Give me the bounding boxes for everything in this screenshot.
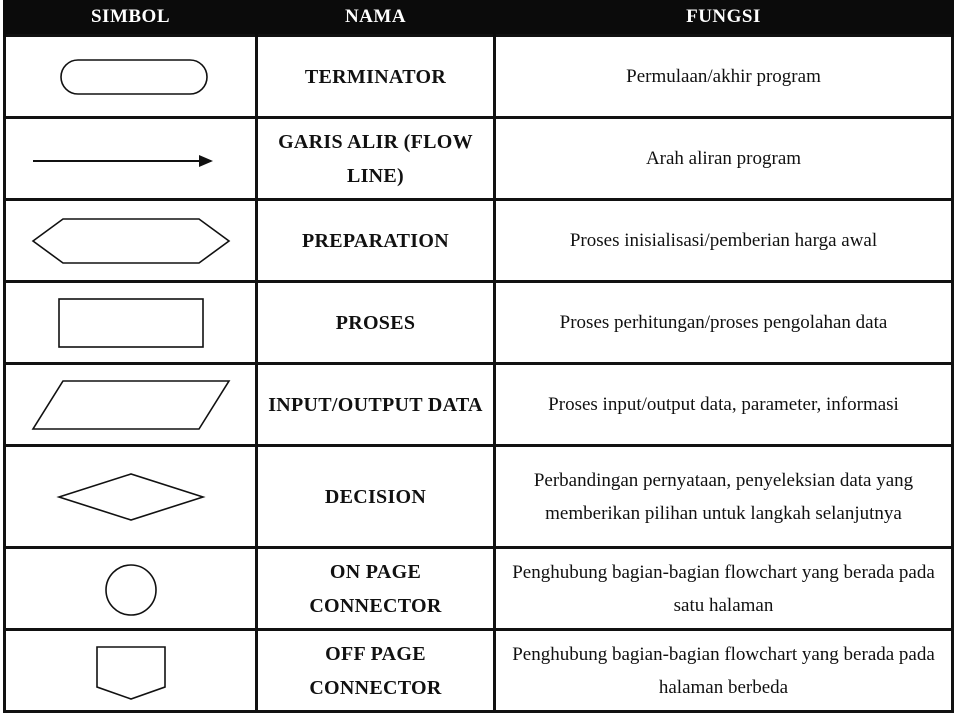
table-row <box>5 446 953 548</box>
fungsi-cell: Penghubung bagian-bagian flowchart yang berada pada satu halaman <box>495 548 953 630</box>
symbol-cell <box>5 200 257 282</box>
fungsi-cell: Proses inisialisasi/pemberian harga awal <box>495 200 953 282</box>
nama-cell: OFF PAGE CONNECTOR <box>257 630 495 712</box>
nama-cell: ON PAGE CONNECTOR <box>257 548 495 630</box>
process-rectangle-icon <box>31 293 231 353</box>
header-simbol: SIMBOL <box>5 0 257 36</box>
off-page-connector-pentagon-icon <box>31 641 231 701</box>
flowchart-symbols-table <box>3 0 954 713</box>
nama-cell: INPUT/OUTPUT DATA <box>257 364 495 446</box>
symbol-cell <box>5 446 257 548</box>
table-row <box>5 36 953 118</box>
flow-line-arrow-icon <box>21 139 241 179</box>
symbol-cell <box>5 364 257 446</box>
nama-cell: PROSES <box>257 282 495 364</box>
table-row <box>5 200 953 282</box>
fungsi-cell: Permulaan/akhir program <box>495 36 953 118</box>
nama-cell: DECISION <box>257 446 495 548</box>
on-page-connector-circle-icon <box>31 559 231 619</box>
preparation-hexagon-icon <box>21 211 241 271</box>
symbol-cell <box>5 282 257 364</box>
header-fungsi: FUNGSI <box>495 0 953 36</box>
symbol-cell <box>5 36 257 118</box>
nama-cell: GARIS ALIR (FLOW LINE) <box>257 118 495 200</box>
table-row <box>5 548 953 630</box>
table-row <box>5 630 953 712</box>
input-output-parallelogram-icon <box>21 375 241 435</box>
fungsi-cell: Proses perhitungan/proses pengolahan data <box>495 282 953 364</box>
table-header-row <box>5 0 953 36</box>
nama-cell: TERMINATOR <box>257 36 495 118</box>
decision-diamond-icon <box>31 467 231 527</box>
fungsi-cell: Proses input/output data, parameter, informasi <box>495 364 953 446</box>
table-row <box>5 118 953 200</box>
header-nama: NAMA <box>257 0 495 36</box>
symbol-cell <box>5 630 257 712</box>
fungsi-cell: Penghubung bagian-bagian flowchart yang berada pada halaman berbeda <box>495 630 953 712</box>
symbol-cell <box>5 548 257 630</box>
table-row <box>5 282 953 364</box>
symbol-cell <box>5 118 257 200</box>
table-row <box>5 364 953 446</box>
nama-cell: PREPARATION <box>257 200 495 282</box>
fungsi-cell: Perbandingan pernyataan, penyeleksian data yang memberikan pilihan untuk langkah selanjutnya <box>495 446 953 548</box>
fungsi-cell: Arah aliran program <box>495 118 953 200</box>
terminator-icon <box>31 47 231 107</box>
